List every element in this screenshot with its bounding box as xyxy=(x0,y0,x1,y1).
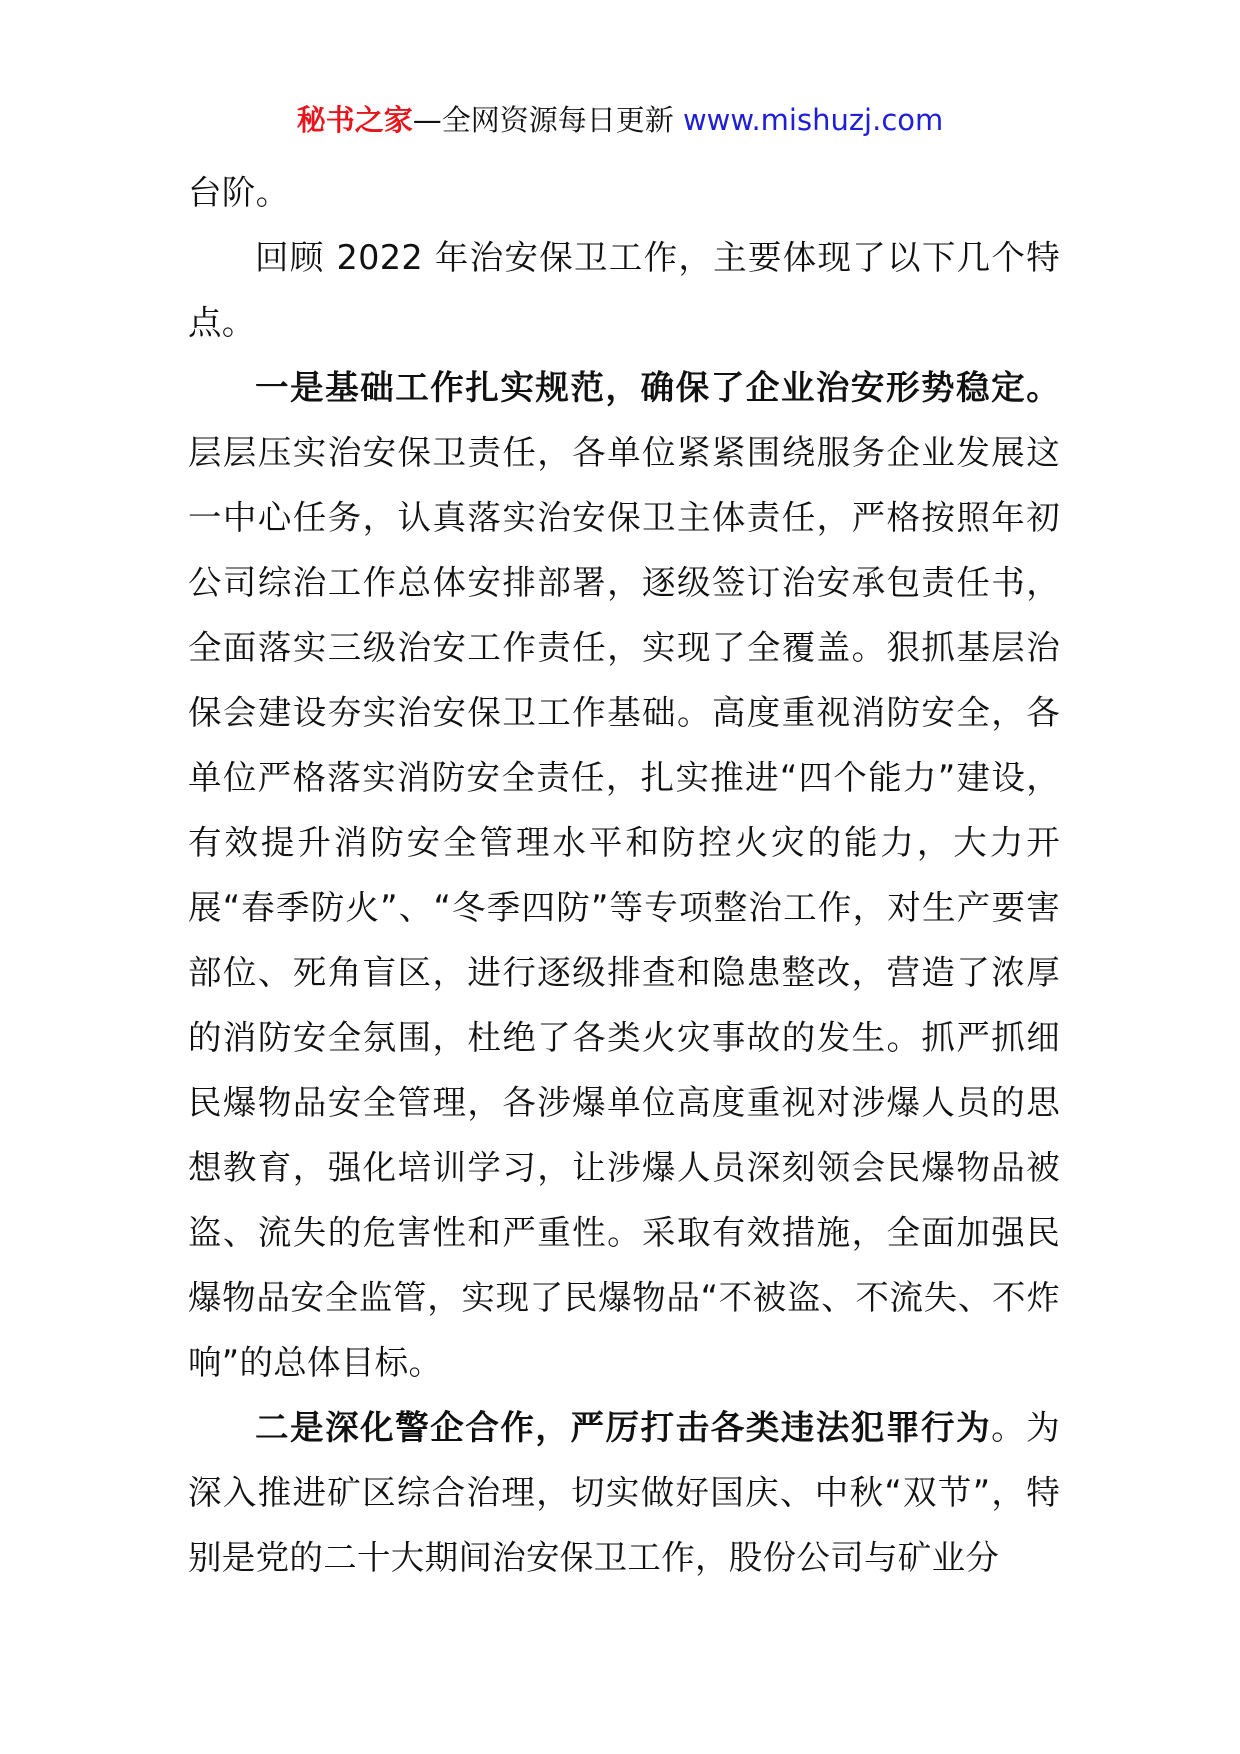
site-watermark-header xyxy=(0,100,1240,140)
paragraph-intro: 回顾 2022 年治安保卫工作，主要体现了以下几个特点。 xyxy=(188,238,1060,342)
brand-name: 秘书之家 xyxy=(296,103,413,137)
point-one-heading: 一是基础工作扎实规范，确保了企业治安形势稳定。 xyxy=(255,368,1060,407)
document-body xyxy=(188,160,1060,1590)
site-url-link[interactable]: www.mishuzj.com xyxy=(682,103,944,137)
point-two-text: 。为深入推进矿区综合治理，切实做好国庆、中秋“双节”，特别是党的二十大期间治安保卫工作，股份公司与矿业分 xyxy=(188,1408,1060,1577)
paragraph-point-two xyxy=(188,1395,1060,1590)
paragraph-point-one xyxy=(188,355,1060,1395)
site-slogan: —全网资源每日更新 xyxy=(412,103,683,137)
point-one-text: 层层压实治安保卫责任，各单位紧紧围绕服务企业发展这一中心任务，认真落实治安保卫主体责任，严格按照年初公司综治工作总体安排部署，逐级签订治安承包责任书，全面落实三级治安工作责任，实现了全覆盖。狠抓基层治保会建设夯实治安保卫工作基础。高度重视消防安全，各单位严格落实消防安全责任，扎实推进“四个能力”建设，有效提升消防安全管理水平和防控火灾的能力，大力开展“春季防火”、“冬季四防”等专项整治工作，对生产要害部位、死角盲区，进行逐级排查和隐患整改，营造了浓厚的消防安全氛围，杜绝了各类火灾事故的发生。抓严抓细民爆物品安全管理，各涉爆单位高度重视对涉爆人员的思想教育，强化培训学习，让涉爆人员深刻领会民爆物品被盗、流失的危害性和严重性。采取有效措施，全面加强民爆物品安全监管，实现了民爆物品“不被盗、不流失、不炸响”的总体目标。 xyxy=(188,433,1060,1382)
point-two-heading: 二是深化警企合作，严厉打击各类违法犯罪行为 xyxy=(255,1408,992,1447)
paragraph-continuation: 台阶。 xyxy=(188,173,290,212)
